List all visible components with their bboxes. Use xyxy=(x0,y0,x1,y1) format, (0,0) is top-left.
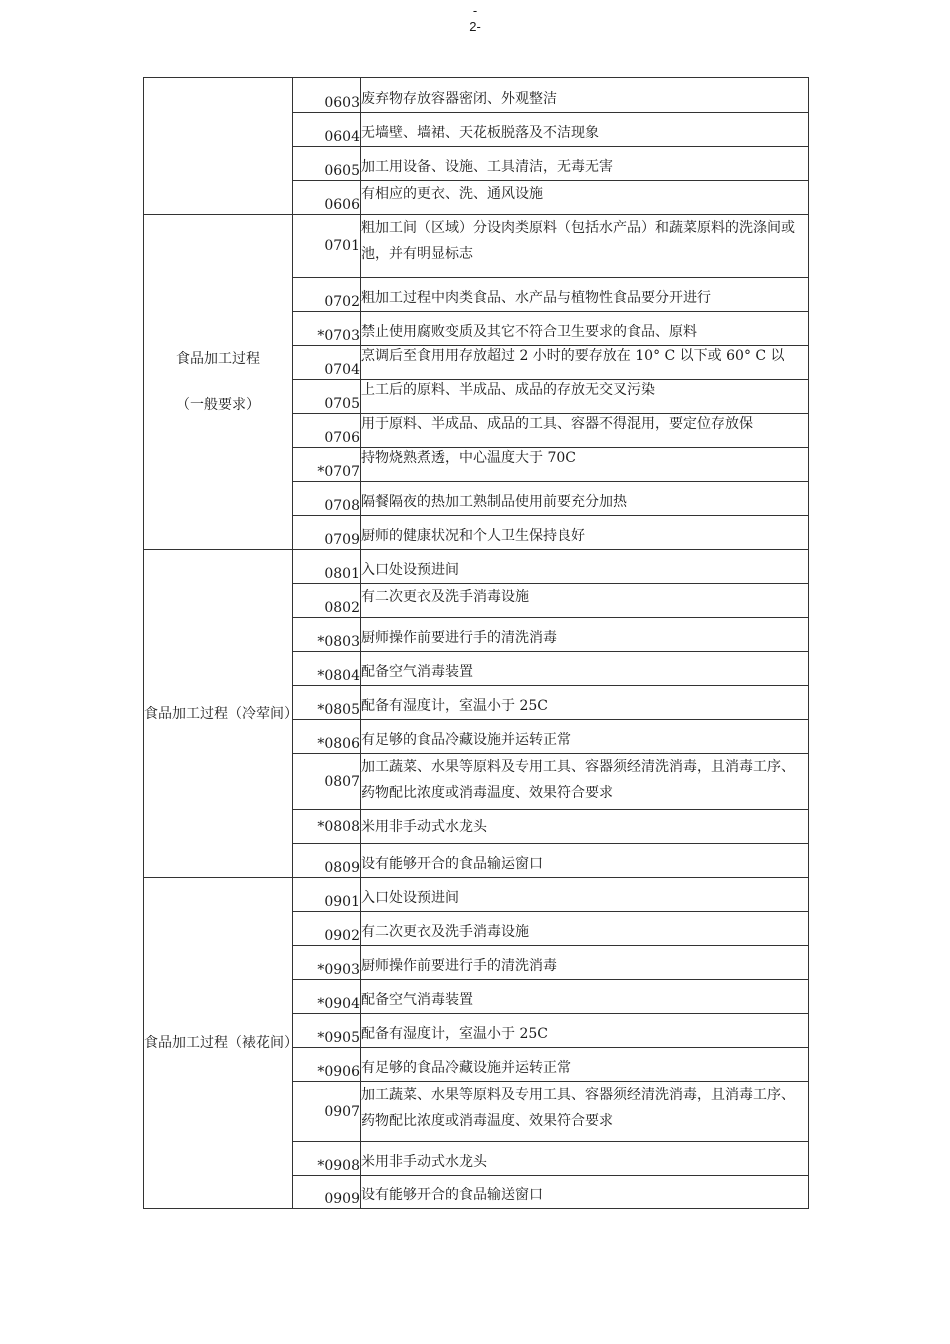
item-description: 加工蔬菜、水果等原料及专用工具、容器须经清洗消毒，且消毒工序、药物配比浓度或消毒温度、效果符合要求 xyxy=(361,1082,809,1142)
item-code: 0705 xyxy=(293,380,361,414)
table-row xyxy=(144,78,809,113)
item-code: 0704 xyxy=(293,346,361,380)
item-code: *0905 xyxy=(293,1014,361,1048)
item-description: 有二次更衣及洗手消毒设施 xyxy=(361,584,809,618)
table-row xyxy=(144,550,809,584)
item-description: 上工后的原料、半成品、成品的存放无交叉污染 xyxy=(361,380,809,414)
item-code: *0804 xyxy=(293,652,361,686)
item-description: 隔餐隔夜的热加工熟制品使用前要充分加热 xyxy=(361,482,809,516)
item-code: 0606 xyxy=(293,181,361,215)
item-code: 0807 xyxy=(293,754,361,810)
item-description: 米用非手动式水龙头 xyxy=(361,810,809,844)
item-description: 无墙壁、墙裙、天花板脱落及不洁现象 xyxy=(361,113,809,147)
item-description: 设有能够开合的食品输运窗口 xyxy=(361,844,809,878)
item-description: 厨师操作前要进行手的清洗消毒 xyxy=(361,946,809,980)
item-code: 0701 xyxy=(293,215,361,278)
item-code: 0706 xyxy=(293,414,361,448)
page-number: 2- xyxy=(469,19,481,34)
category-title: 食品加工过程（裱花间） xyxy=(144,1035,298,1051)
item-code: 0901 xyxy=(293,878,361,912)
item-description: 入口处设预进间 xyxy=(361,550,809,584)
item-code: 0605 xyxy=(293,147,361,181)
item-description: 用于原料、半成品、成品的工具、容器不得混用，要定位存放保 xyxy=(361,414,809,448)
item-description: 禁止使用腐败变质及其它不符合卫生要求的食品、原料 xyxy=(361,312,809,346)
item-description: 配备空气消毒装置 xyxy=(361,980,809,1014)
inspection-table xyxy=(143,77,809,1209)
table-row xyxy=(144,878,809,912)
item-code: 0603 xyxy=(293,78,361,113)
item-code: *0806 xyxy=(293,720,361,754)
item-code: *0707 xyxy=(293,448,361,482)
item-description: 粗加工间（区域）分设肉类原料（包括水产品）和蔬菜原料的洗涤间或池，并有明显标志 xyxy=(361,215,809,278)
item-code: *0703 xyxy=(293,312,361,346)
item-description: 厨师的健康状况和个人卫生保持良好 xyxy=(361,516,809,550)
item-description: 米用非手动式水龙头 xyxy=(361,1142,809,1176)
item-code: *0808 xyxy=(293,810,361,844)
item-description: 有相应的更衣、洗、通风设施 xyxy=(361,181,809,215)
item-code: 0708 xyxy=(293,482,361,516)
item-description: 加工用设备、设施、工具清洁，无毒无害 xyxy=(361,147,809,181)
item-description: 设有能够开合的食品输送窗口 xyxy=(361,1176,809,1209)
item-code: *0903 xyxy=(293,946,361,980)
item-code: 0909 xyxy=(293,1176,361,1209)
item-description: 配备有湿度计，室温小于 25C xyxy=(361,1014,809,1048)
category-cell xyxy=(144,878,298,1209)
item-description: 粗加工过程中肉类食品、水产品与植物性食品要分开进行 xyxy=(361,278,809,312)
item-code: *0904 xyxy=(293,980,361,1014)
item-code: *0906 xyxy=(293,1048,361,1082)
category-title: 食品加工过程（冷荤间） xyxy=(144,705,298,722)
category-cell xyxy=(144,215,293,550)
item-code: 0709 xyxy=(293,516,361,550)
category-subtitle: （一般要求） xyxy=(176,397,260,413)
table-row xyxy=(144,215,809,278)
item-code: 0902 xyxy=(293,912,361,946)
item-code: 0801 xyxy=(293,550,361,584)
item-description: 厨师操作前要进行手的清洗消毒 xyxy=(361,618,809,652)
item-description: 配备空气消毒装置 xyxy=(361,652,809,686)
item-description: 有二次更衣及洗手消毒设施 xyxy=(361,912,809,946)
item-code: *0803 xyxy=(293,618,361,652)
page-header-dash: - xyxy=(472,3,478,18)
item-description: 废弃物存放容器密闭、外观整洁 xyxy=(361,78,809,113)
item-description: 配备有湿度计，室温小于 25C xyxy=(361,686,809,720)
item-code: *0805 xyxy=(293,686,361,720)
item-description: 加工蔬菜、水果等原料及专用工具、容器须经清洗消毒，且消毒工序、药物配比浓度或消毒温度、效果符合要求 xyxy=(361,754,809,810)
item-description: 入口处设预进间 xyxy=(361,878,809,912)
item-code: 0604 xyxy=(293,113,361,147)
item-code: 0802 xyxy=(293,584,361,618)
item-code: 0809 xyxy=(293,844,361,878)
item-code: 0907 xyxy=(293,1082,361,1142)
category-cell xyxy=(144,78,293,215)
item-description: 有足够的食品冷藏设施并运转正常 xyxy=(361,720,809,754)
item-code: *0908 xyxy=(293,1142,361,1176)
item-description: 烹调后至食用用存放超过 2 小时的要存放在 10° C 以下或 60° C 以 xyxy=(361,346,809,380)
item-description: 有足够的食品冷藏设施并运转正常 xyxy=(361,1048,809,1082)
item-description: 持物烧熟煮透，中心温度大于 70C xyxy=(361,448,809,482)
category-title: 食品加工过程 xyxy=(176,351,260,367)
item-code: 0702 xyxy=(293,278,361,312)
category-cell xyxy=(144,550,298,878)
